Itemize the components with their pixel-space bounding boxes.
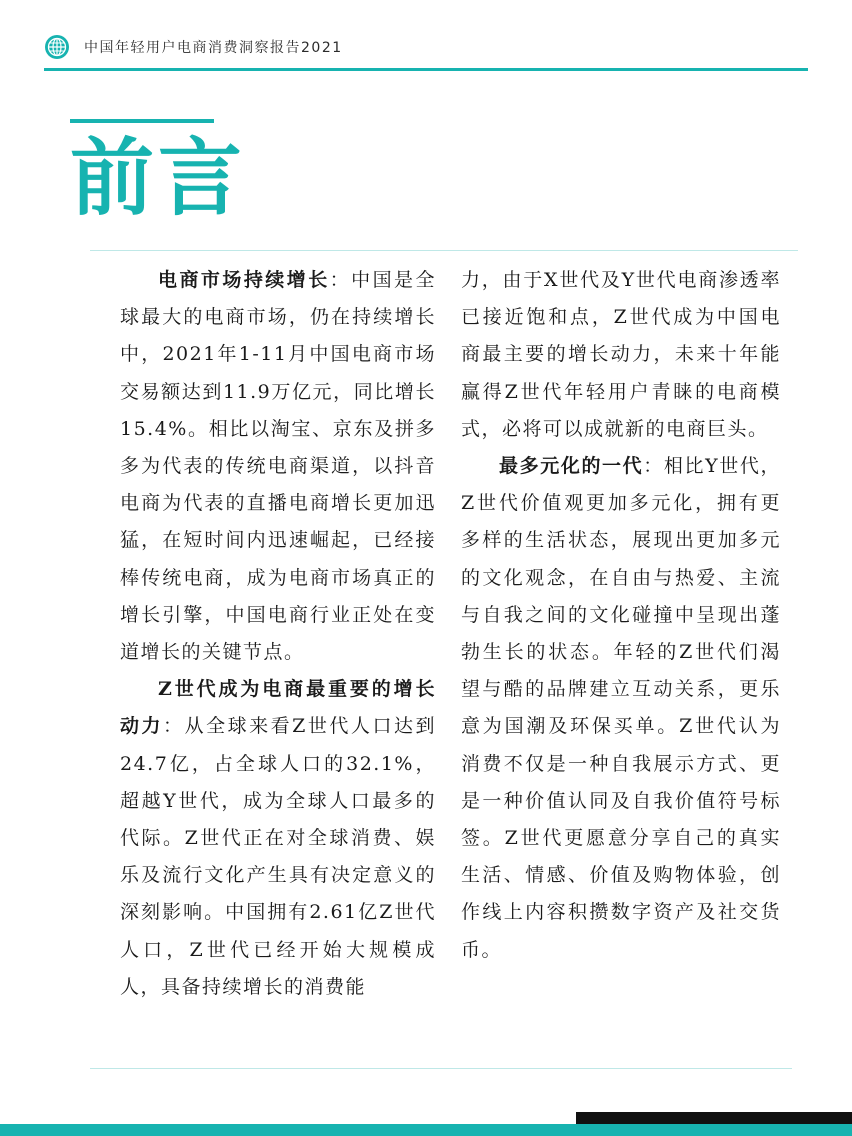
paragraph-body: ：从全球来看Z世代人口达到24.7亿，占全球人口的32.1%，超越Y世代，成为全球人口最多的代际。Z世代正在对全球消费、娱乐及流行文化产生具有决定意义的深刻影响。中国拥有2.61亿Z世代人口，Z世代已经开始大规模成人，具备持续增长的消费能 bbox=[120, 715, 436, 998]
left-column bbox=[120, 262, 436, 1006]
header bbox=[44, 32, 343, 62]
page-title: 前言 bbox=[70, 129, 247, 227]
footer-dark-bar bbox=[576, 1112, 852, 1124]
paragraph-heading: 电商市场持续增长 bbox=[158, 269, 330, 291]
paragraph-heading: 最多元化的一代 bbox=[499, 455, 644, 478]
content-top-divider bbox=[90, 250, 798, 251]
footer-accent-bar bbox=[0, 1124, 852, 1136]
paragraph-ecommerce-growth bbox=[120, 262, 436, 671]
paragraph-body: ：相比Y世代，Z世代价值观更加多元化，拥有更多样的生活状态，展现出更加多元的文化观念，在自由与热爱、主流与自我之间的文化碰撞中呈现出蓬勃生长的状态。年轻的Z世代们渴望与酷的品牌建立互动关系，更乐意为国潮及环保买单。Z世代认为消费不仅是一种自我展示方式、更是一种价值认同及自我价值符号标签。Z世代更愿意分享自己的真实生活、情感、价值及购物体验，创作线上内容积攒数字资产及社交货币。 bbox=[461, 455, 781, 961]
paragraph-gen-z-driver bbox=[120, 671, 436, 1006]
right-column bbox=[461, 262, 781, 969]
paragraph-body: ：中国是全球最大的电商市场，仍在持续增长中，2021年1-11月中国电商市场交易额达到11.9万亿元，同比增长15.4%。相比以淘宝、京东及拼多多为代表的传统电商渠道，以抖音电商为代表的直播电商增长更加迅猛，在短时间内迅速崛起，已经接棒传统电商，成为电商市场真正的增长引擎，中国电商行业正处在变道增长的关键节点。 bbox=[120, 269, 436, 664]
report-title: 中国年轻用户电商消费洞察报告2021 bbox=[84, 40, 343, 56]
paragraph-gen-z-driver-continued: 力，由于X世代及Y世代电商渗透率已接近饱和点，Z世代成为中国电商最主要的增长动力，未来十年能赢得Z世代年轻用户青睐的电商模式，必将可以成就新的电商巨头。 bbox=[461, 269, 781, 440]
header-divider bbox=[44, 68, 808, 71]
title-accent-bar bbox=[70, 119, 214, 123]
paragraph-most-diverse-generation bbox=[461, 448, 781, 969]
globe-icon bbox=[44, 34, 70, 60]
content-bottom-divider bbox=[90, 1068, 792, 1069]
paragraph-heading: Z世代成为电商最重要的增长动力 bbox=[120, 678, 436, 738]
